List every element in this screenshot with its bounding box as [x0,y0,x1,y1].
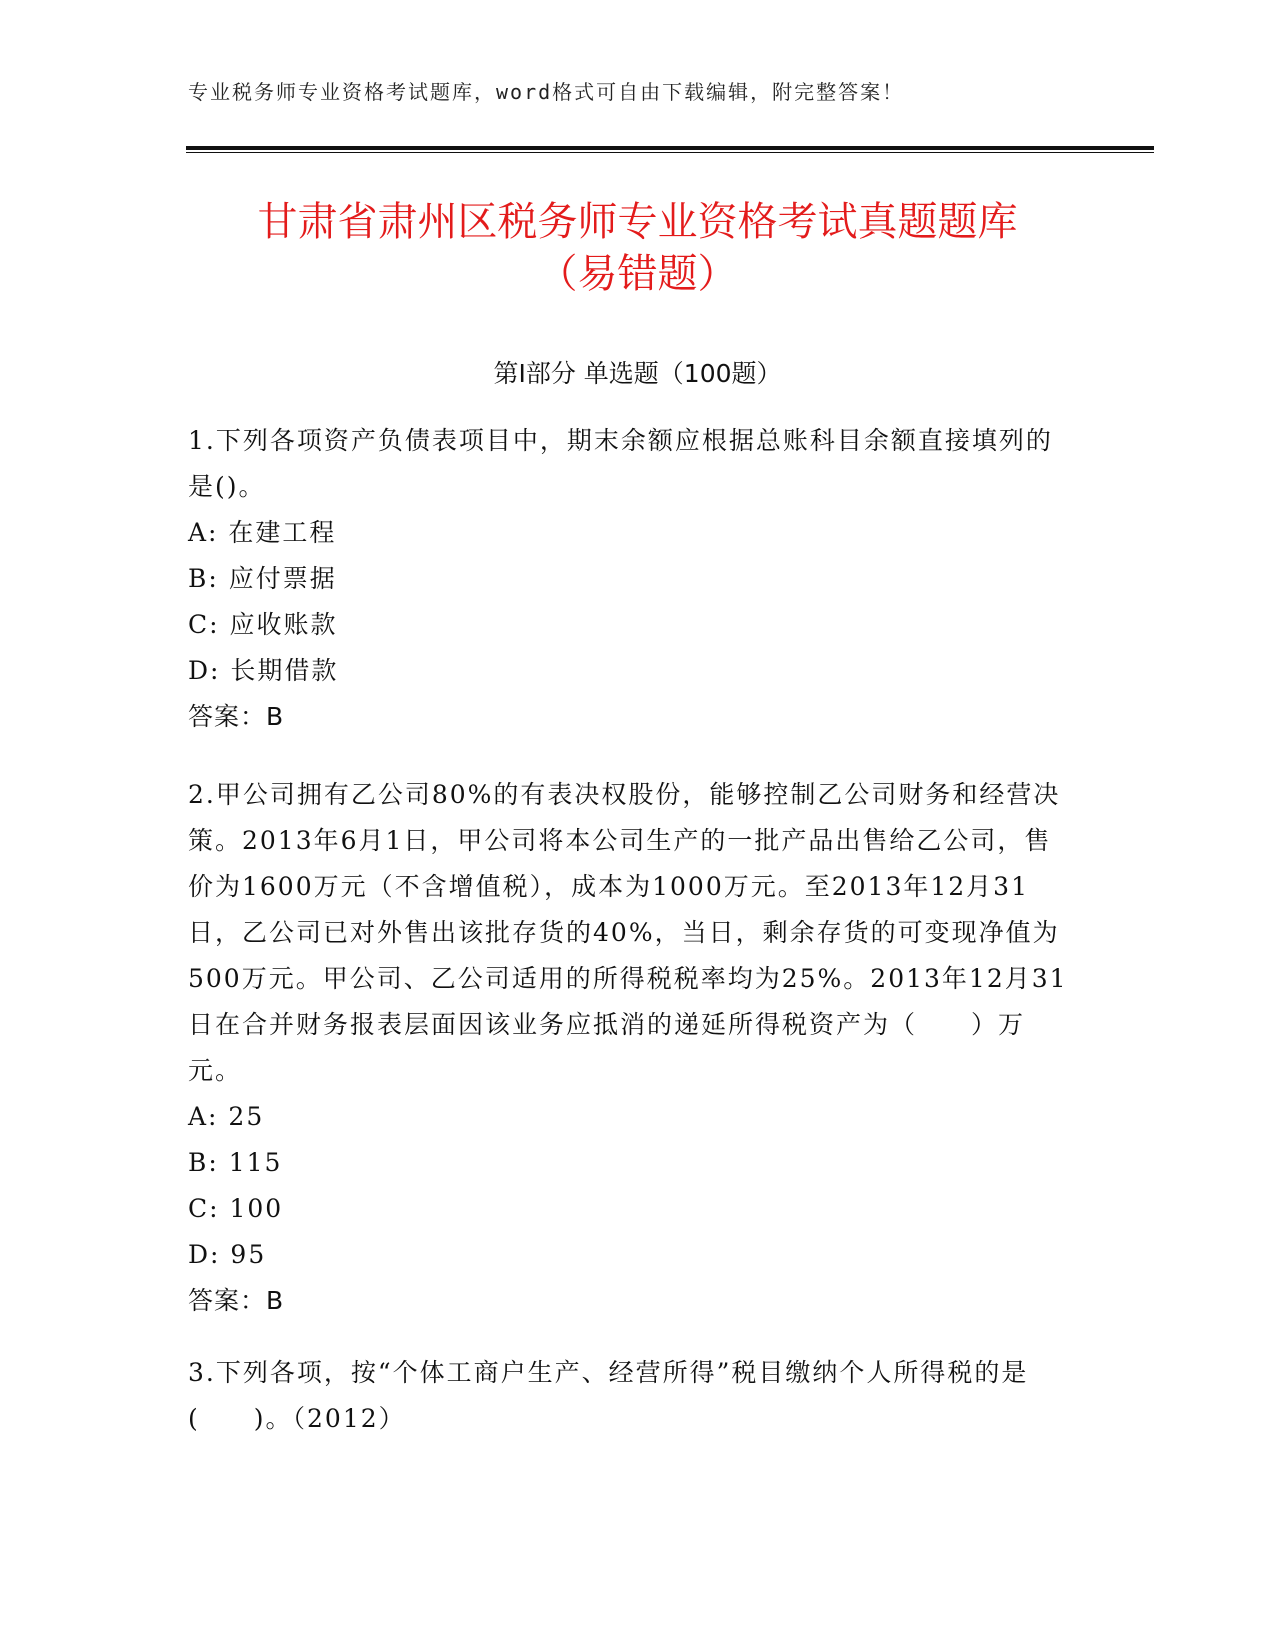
option-b: B: 应付票据 [188,564,337,593]
title-line-1: 甘肃省肃州区税务师专业资格考试真题题库 [257,199,1018,245]
question-stem: 2.甲公司拥有乙公司80%的有表决权股份，能够控制乙公司财务和经营决策。2013年6月1日，甲公司将本公司生产的一批产品出售给乙公司，售价为1600万元（不含增值税），成本为1000万元。至2013年12月31日，乙公司已对外售出该批存货的40%，当日，剩余存货的可变现净值为500万元。甲公司、乙公司适用的所得税税率均为25%。2013年12月31日在合并财务报表层面因该业务应抵消的递延所得税资产为（ ）万元。 [188,780,1068,1085]
question-1 [188,418,1078,740]
option-a: A: 在建工程 [188,518,337,547]
option-d: D: 长期借款 [188,656,339,685]
question-stem: 1.下列各项资产负债表项目中，期末余额应根据总账科目余额直接填列的是()。 [188,426,1053,501]
header-rule-thick [186,146,1154,150]
option-c: C: 100 [188,1194,284,1223]
answer-line: 答案：B [188,702,285,731]
option-d: D: 95 [188,1240,267,1269]
header-note: 专业税务师专业资格考试题库，word格式可自由下载编辑，附完整答案！ [188,80,905,104]
option-a: A: 25 [188,1102,265,1131]
header-rule-thin [186,152,1154,153]
question-2 [188,772,1078,1324]
document-title [150,196,1125,300]
title-line-2: （易错题） [537,251,738,297]
option-c: C: 应收账款 [188,610,338,639]
question-stem: 3.下列各项，按“个体工商户生产、经营所得”税目缴纳个人所得税的是( )。（2012） [188,1358,1029,1433]
question-3 [188,1350,1078,1442]
answer-line: 答案：B [188,1286,285,1315]
section-title: 第Ⅰ部分 单选题（100题） [493,359,782,388]
option-b: B: 115 [188,1148,283,1177]
